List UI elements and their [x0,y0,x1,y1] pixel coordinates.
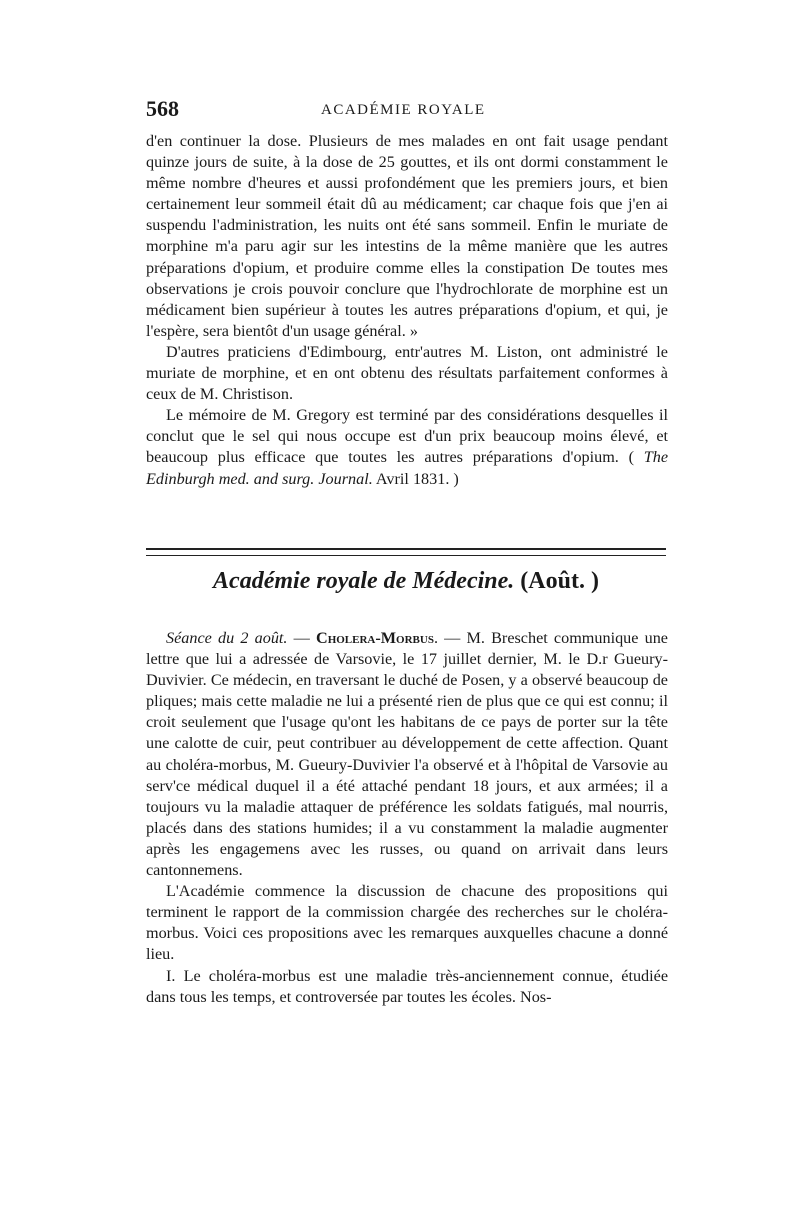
section-title-main: Académie royale de Médecine. [213,568,515,594]
section-title-date: (Août. ) [514,568,599,594]
section-title [146,568,666,595]
paragraph-proposition-1: I. Le choléra-morbus est une maladie très-anciennement connue, étudiée dans tous les temps, et controversée par toutes les écoles. Nos- [146,966,668,1006]
topic-heading: Cholera-Morbus [316,629,434,647]
text-block-top [146,131,668,490]
citation-date: Avril 1831. ) [372,469,459,488]
section-divider [146,548,666,556]
journal-citation: The Edinburgh med. and surg. Journal. [146,448,668,488]
paragraph-continuation: d'en continuer la dose. Plusieurs de mes malades en ont fait usage pendant quinze jours de suite, à la dose de 25 gouttes, et ils ont dormi constamment le même nombre d'heures et aussi profondément que les premiers jours, et bien certainement leur sommeil était dû au médicament; car chaque fois que j'en ai suspendu l'administration, les nuits ont été sans sommeil. Enfin le muriate de morphine m'a paru agir sur les intestins de la même manière que les autres préparations d'opium, et produire comme elles la constipation De toutes mes observations je crois pouvoir conclure que l'hydrochlorate de morphine est un médicament bien supérieur à toutes les autres préparations d'opium, et qui, je l'espère, sera bientôt d'un usage général. » [146,132,668,340]
session-date: Séance du 2 août. [166,629,288,647]
page-header [146,96,666,126]
dash: — [287,629,316,647]
page-number: 568 [146,96,179,121]
paragraph-edinburgh: D'autres praticiens d'Edimbourg, entr'autres M. Liston, ont administré le muriate de morphine, et en ont obtenu des résultats parfaitement conformes à ceux de M. Christison. [146,342,668,404]
paragraph-seance [146,628,668,881]
paragraph-academie: L'Académie commence la discussion de chacune des propositions qui terminent le rapport de la commission chargée des recherches sur le choléra-morbus. Voici ces propositions avec les remarques auxquelles chacune a donné lieu. [146,882,668,964]
text-block-bottom [146,628,668,1008]
running-head: ACADÉMIE ROYALE [321,102,486,118]
seance-text: . — M. Breschet communique une lettre que lui a adressée de Varsovie, le 17 juillet dernier, M. le D.r Gueury-Duvivier. Ce médecin, en traversant le duché de Posen, y a observé beaucoup de pliques; mais cette maladie ne lui a présenté rien de plus que ce qui est connu; il croit seulement que l'usage qu'ont les habitans de ce pays de porter sur la tête une calotte de cuir, peut contribuer au développement de cette affection. Quant au choléra-morbus, M. Gueury-Duvivier l'a observé et à l'hôpital de Varsovie au serv'ce médical duquel il a été attaché pendant 18 jours, et aux armées; il a toujours vu la maladie attaquer de préférence les soldats fatigués, mal nourris, placés dans des stations humides; il a vu constamment la maladie augmenter après les engagemens avec les russes, ou quand on arrivait dans leurs cantonnemens. [146,629,668,880]
gregory-text: Le mémoire de M. Gregory est terminé par des considérations desquelles il conclut que le sel qui nous occupe est d'un prix beaucoup moins élevé, et beaucoup plus efficace que toutes les autres préparations d'opium. ( [146,406,668,467]
paragraph-gregory [146,405,668,489]
